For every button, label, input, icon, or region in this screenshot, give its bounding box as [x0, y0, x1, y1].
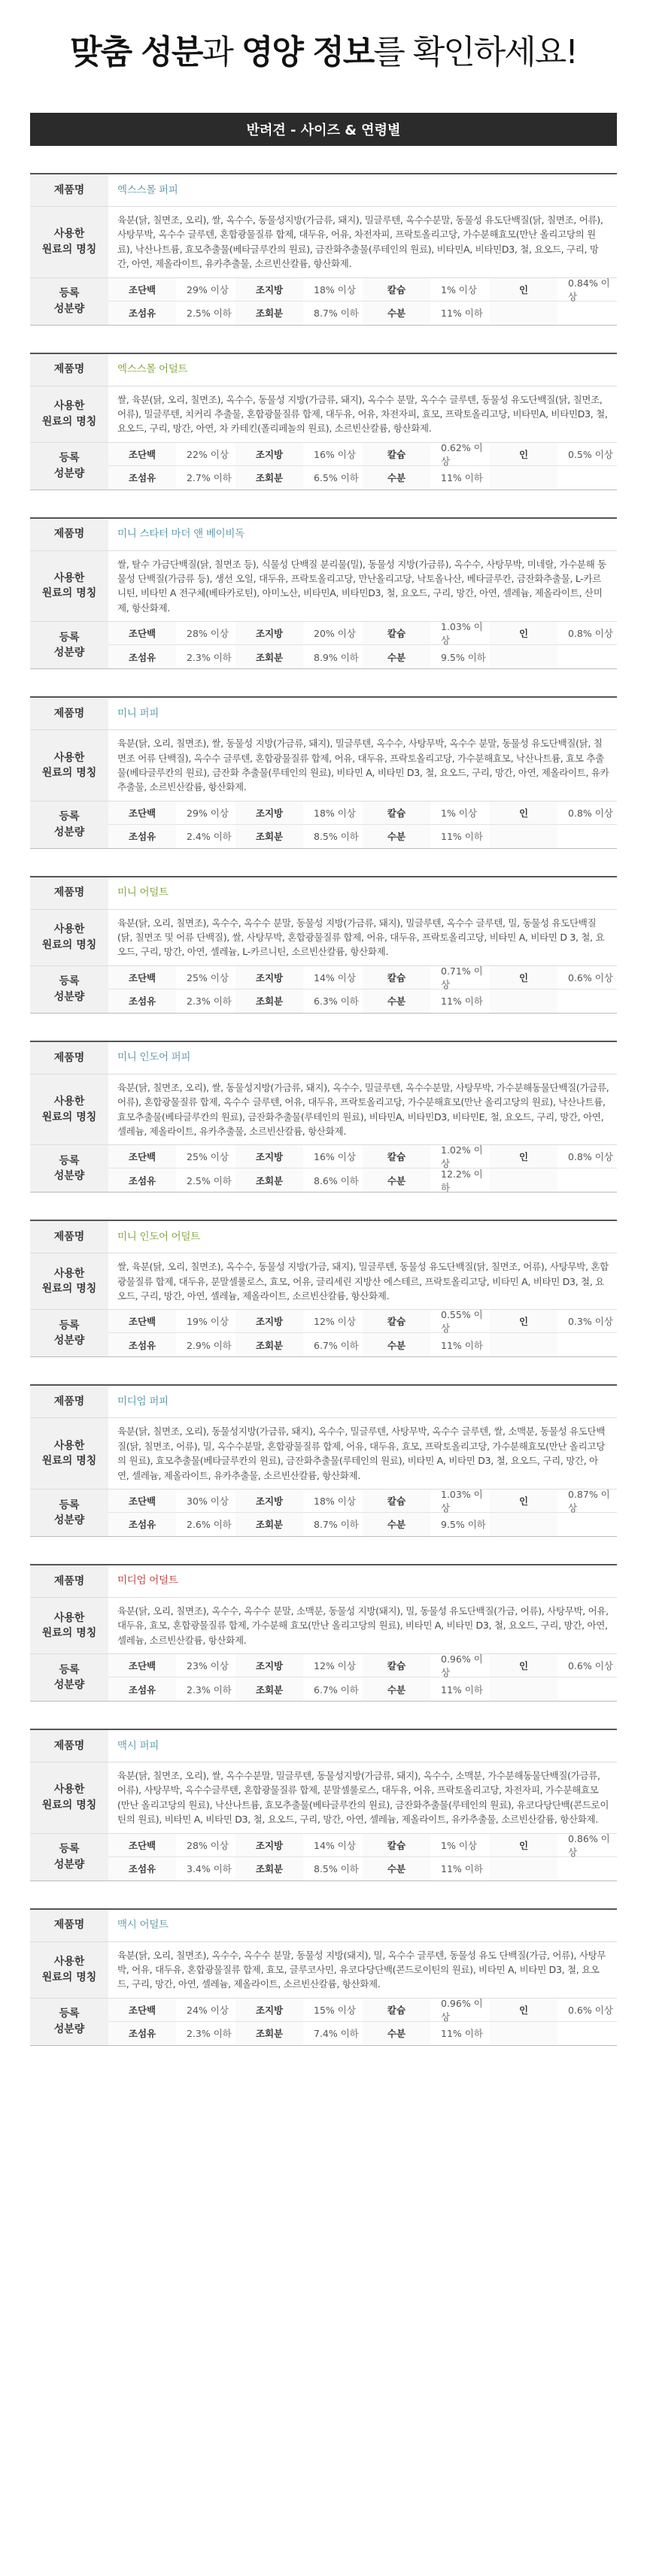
fat-header: 조지방 — [235, 1999, 303, 2022]
analysis-row — [30, 1834, 617, 1880]
product-name: 엑스스몰 퍼피 — [117, 183, 178, 196]
fat-header: 조지방 — [235, 1310, 303, 1333]
calcium-header: 칼슘 — [363, 1999, 430, 2022]
analysis-row — [30, 1999, 617, 2045]
protein-value: 23% 이상 — [176, 1654, 235, 1677]
calcium-header: 칼슘 — [363, 1310, 430, 1333]
product-table — [30, 876, 617, 1014]
phosphorus-header: 인 — [490, 1490, 557, 1513]
ash-value: 8.6% 이하 — [314, 1174, 359, 1186]
headline-part-1: 맞춤 성분 — [70, 33, 202, 71]
ingredients-row — [30, 1942, 617, 1999]
product-name: 엑스스몰 어덜트 — [117, 363, 188, 376]
ingredients-label: 사용한 원료의 명칭 — [30, 730, 108, 801]
name-label: 제품명 — [30, 519, 108, 550]
ingredients-text: 육분(닭, 오리, 칠면조), 쌀, 동물성 지방(가금류, 돼지), 밀글루텐, 옥수수, 사탕무박, 옥수수 분말, 동물성 유도단백질(닭, 칠면조 어류 단백질), 옥수수 글루텐, 혼합광물질류 합제, 어유, 대두유, 프락토올리고당, 가수분해효모, 낙산나트륨, 효모 추출물(베타글루칸의 원료), 금잔화 추출물(루테인의 원료), 비타민 A, 비타민 D3, 철, 요오드, 구리, 망간, 아연, 제올라이트, 유카 추출물, 소르빈산칼륨, 항산화제. — [117, 738, 609, 793]
empty-header — [490, 645, 557, 668]
ingredients-label: 사용한 원료의 명칭 — [30, 1598, 108, 1653]
product-name-row — [30, 1042, 617, 1074]
calcium-header: 칼슘 — [363, 443, 430, 466]
ingredients-label: 사용한 원료의 명칭 — [30, 386, 108, 442]
ingredients-text: 육분(닭, 칠면조, 오리), 동물성지방(가금류, 돼지), 옥수수, 밀글루텐, 사탕무박, 옥수수 글루텐, 쌀, 소맥분, 동물성 유도단백질(닭, 칠면조, 어류), 밀, 옥수수분말, 혼합광물질류 합제, 어유, 대두유, 효모, 프락토올리고당, 가수분해효모(만난 올리고당의 원료), 효모추출물(베타글루칸의 원료), 금잔화추출물(루테인의 원료), 비타민 A, 비타민 D3, 철, 요오드, 구리, 망간, 아연, 셀레늄, 제올라이트, 유카추출물, 소르빈산칼륨, 항산화제. — [117, 1426, 606, 1481]
analysis-row — [30, 1490, 617, 1536]
product-table — [30, 1564, 617, 1702]
ingredients-label: 사용한 원료의 명칭 — [30, 551, 108, 622]
product-name-row — [30, 877, 617, 910]
phosphorus-header: 인 — [490, 1145, 557, 1168]
empty-header — [490, 989, 557, 1013]
fiber-value: 2.3% 이하 — [187, 651, 232, 663]
ash-value: 6.3% 이하 — [314, 996, 359, 1008]
protein-header: 조단백 — [108, 622, 176, 645]
headline-part-3: 영양 정보 — [241, 33, 374, 71]
analysis-label: 등록 성분량 — [30, 966, 108, 1013]
ingredients-row — [30, 551, 617, 623]
phosphorus-value: 0.3% 이상 — [557, 1310, 617, 1333]
ash-header: 조회분 — [235, 1513, 303, 1536]
protein-value: 24% 이상 — [176, 1999, 235, 2022]
protein-header: 조단백 — [108, 1310, 176, 1333]
moisture-value: 11% 이하 — [441, 831, 483, 843]
empty-value — [557, 1857, 617, 1880]
analysis-label: 등록 성분량 — [30, 1310, 108, 1356]
phosphorus-header: 인 — [490, 1834, 557, 1857]
moisture-header: 수분 — [363, 825, 430, 848]
calcium-header: 칼슘 — [363, 278, 430, 302]
product-name: 미니 퍼피 — [117, 707, 159, 720]
analysis-table — [108, 1654, 617, 1701]
phosphorus-header: 인 — [490, 278, 557, 302]
calcium-value: 1.02% 이상 — [430, 1145, 490, 1168]
name-label: 제품명 — [30, 698, 108, 729]
product-name-row — [30, 1730, 617, 1762]
ingredients-text: 육분(닭, 오리, 칠면조), 옥수수, 옥수수 분말, 소맥분, 동물성 지방(돼지), 밀, 동물성 유도단백질(가금, 어류), 사탕무박, 어유, 대두유, 효모, 혼합광물질류 합제, 가수분해 효모(만난 올리고당의 원료), 비타민 A, 비타민 D3, 철, 요오드, 구리, 망간, 아연, 셀레늄, 소르빈산칼륨, 항산화제. — [117, 1605, 609, 1646]
ingredients-text: 육분(닭, 칠면조, 오리), 쌀, 동물성지방(가금류, 돼지), 옥수수, 밀글루텐, 옥수수분말, 사탕무박, 가수분해동물단백질(가금류, 어류), 혼합광물질류 합제, 옥수수 글루텐, 어유, 대두유, 프락토올리고당, 가수분해효모(만난 올리고당의 원료), 낙산나트륨, 효모추출물(베타글루칸의 원료), 금잔화추출물(루테인의 원료), 비타민A, 비타민D3, 비타민E, 철, 요오드, 구리, 망간, 아연, 셀레늄, 제올라이트, 유카추출물, 소르빈산칼륨, 항산화제. — [117, 1081, 609, 1137]
fiber-header: 조섬유 — [108, 302, 176, 325]
empty-value — [557, 825, 617, 848]
ash-value: 6.5% 이하 — [314, 472, 359, 484]
fiber-header: 조섬유 — [108, 825, 176, 848]
analysis-label: 등록 성분량 — [30, 1145, 108, 1192]
protein-header: 조단백 — [108, 966, 176, 989]
product-name-row — [30, 1386, 617, 1418]
protein-header: 조단백 — [108, 1999, 176, 2022]
fiber-value: 2.5% 이하 — [187, 1174, 232, 1186]
empty-value — [557, 989, 617, 1013]
fat-value: 14% 이상 — [303, 1834, 363, 1857]
ingredients-row — [30, 207, 617, 278]
name-label: 제품명 — [30, 1221, 108, 1253]
empty-header — [490, 2022, 557, 2045]
moisture-header: 수분 — [363, 302, 430, 325]
analysis-row — [30, 278, 617, 325]
protein-header: 조단백 — [108, 1490, 176, 1513]
ash-value: 6.7% 이하 — [314, 1683, 359, 1696]
name-label: 제품명 — [30, 1730, 108, 1762]
protein-value: 28% 이상 — [176, 622, 235, 645]
calcium-value: 1.03% 이상 — [430, 1490, 490, 1513]
protein-header: 조단백 — [108, 1834, 176, 1857]
ash-header: 조회분 — [235, 302, 303, 325]
phosphorus-value: 0.86% 이상 — [557, 1834, 617, 1857]
fat-value: 20% 이상 — [303, 622, 363, 645]
ingredients-row — [30, 386, 617, 443]
empty-header — [490, 1857, 557, 1880]
ash-value: 8.7% 이하 — [314, 308, 359, 319]
empty-header — [490, 1677, 557, 1701]
protein-value: 29% 이상 — [176, 278, 235, 302]
moisture-value: 9.5% 이하 — [441, 1519, 486, 1531]
calcium-header: 칼슘 — [363, 622, 430, 645]
calcium-value: 0.55% 이상 — [430, 1310, 490, 1333]
name-label: 제품명 — [30, 1910, 108, 1941]
calcium-header: 칼슘 — [363, 1145, 430, 1168]
ash-header: 조회분 — [235, 645, 303, 668]
empty-value — [557, 1333, 617, 1356]
analysis-table — [108, 1999, 617, 2045]
fiber-header: 조섬유 — [108, 1168, 176, 1192]
ingredients-row — [30, 1253, 617, 1310]
moisture-header: 수분 — [363, 1333, 430, 1356]
moisture-value: 11% 이하 — [441, 308, 483, 319]
ingredients-row — [30, 730, 617, 802]
section-band: 반려견 - 사이즈 & 연령별 — [30, 113, 617, 146]
analysis-row — [30, 802, 617, 848]
ingredients-label: 사용한 원료의 명칭 — [30, 1418, 108, 1489]
calcium-value: 1% 이상 — [430, 278, 490, 302]
ingredients-row — [30, 1418, 617, 1490]
fiber-value: 2.9% 이하 — [187, 1339, 232, 1351]
protein-header: 조단백 — [108, 278, 176, 302]
empty-header — [490, 466, 557, 489]
analysis-label: 등록 성분량 — [30, 443, 108, 489]
analysis-row — [30, 1310, 617, 1356]
protein-header: 조단백 — [108, 802, 176, 825]
phosphorus-header: 인 — [490, 622, 557, 645]
product-name: 맥시 어덜트 — [117, 1919, 169, 1932]
product-name-row — [30, 1910, 617, 1942]
analysis-label: 등록 성분량 — [30, 1834, 108, 1880]
calcium-header: 칼슘 — [363, 966, 430, 989]
product-name: 미니 어덜트 — [117, 886, 169, 899]
phosphorus-header: 인 — [490, 966, 557, 989]
ingredients-text: 육분(닭, 오리, 칠면조), 옥수수, 옥수수 분말, 동물성 지방(돼지), 밀, 옥수수 글루텐, 동물성 유도 단백질(가금, 어류), 사탕무박, 어유, 대두유, 혼합광물질류 합제, 효모, 글루코사민, 유코다당단백(콘드로이틴의 원료), 비타민 A, 비타민 D3, 철, 요오드, 구리, 망간, 아연, 셀레늄, 제올라이트, 소르빈산칼륨, 항산화제. — [117, 1949, 606, 1990]
analysis-table — [108, 278, 617, 325]
headline — [30, 0, 617, 90]
ash-value: 8.9% 이하 — [314, 651, 359, 663]
moisture-value: 12.2% 이하 — [441, 1168, 483, 1193]
fat-header: 조지방 — [235, 802, 303, 825]
fiber-header: 조섬유 — [108, 466, 176, 489]
empty-header — [490, 1333, 557, 1356]
moisture-header: 수분 — [363, 466, 430, 489]
protein-value: 29% 이상 — [176, 802, 235, 825]
ash-value: 8.7% 이하 — [314, 1519, 359, 1531]
product-name: 미니 인도어 어덜트 — [117, 1230, 200, 1243]
fiber-value: 2.7% 이하 — [187, 472, 232, 484]
moisture-header: 수분 — [363, 1513, 430, 1536]
calcium-value: 0.96% 이상 — [430, 1999, 490, 2022]
phosphorus-header: 인 — [490, 802, 557, 825]
product-name-row — [30, 354, 617, 386]
moisture-header: 수분 — [363, 1677, 430, 1701]
moisture-header: 수분 — [363, 1857, 430, 1880]
analysis-row — [30, 1654, 617, 1701]
ingredients-label: 사용한 원료의 명칭 — [30, 1762, 108, 1833]
product-name-row — [30, 519, 617, 551]
fat-header: 조지방 — [235, 622, 303, 645]
moisture-value: 11% 이하 — [441, 996, 483, 1008]
calcium-value: 1.03% 이상 — [430, 622, 490, 645]
ingredients-row — [30, 1074, 617, 1146]
empty-header — [490, 1513, 557, 1536]
product-table — [30, 517, 617, 670]
analysis-table — [108, 1145, 617, 1192]
empty-header — [490, 302, 557, 325]
empty-value — [557, 1513, 617, 1536]
calcium-header: 칼슘 — [363, 1490, 430, 1513]
fat-header: 조지방 — [235, 1834, 303, 1857]
fat-value: 12% 이상 — [303, 1310, 363, 1333]
empty-value — [557, 2022, 617, 2045]
ash-header: 조회분 — [235, 989, 303, 1013]
fiber-header: 조섬유 — [108, 1513, 176, 1536]
ash-header: 조회분 — [235, 1857, 303, 1880]
analysis-label: 등록 성분량 — [30, 1490, 108, 1536]
calcium-header: 칼슘 — [363, 1834, 430, 1857]
ingredients-text: 쌀, 육분(닭, 오리, 칠면조), 옥수수, 동물성 지방(가금류, 돼지), 옥수수 분말, 옥수수 글루텐, 동물성 유도단백질(닭, 칠면조, 어류), 밀글루텐, 치커리 추출물, 혼합광물질류 합제, 대두유, 어유, 차전자피, 효모, 프락토올리고당, 비타민A, 비타민D3, 철, 요오드, 구리, 망간, 아연, 차 카테킨(폴리페놀의 원료), 소르빈산칼륨, 항산화제. — [117, 393, 608, 435]
fat-header: 조지방 — [235, 1654, 303, 1677]
moisture-value: 11% 이하 — [441, 1683, 483, 1696]
fiber-value: 3.4% 이하 — [187, 1863, 232, 1874]
analysis-label: 등록 성분량 — [30, 622, 108, 668]
fiber-value: 2.6% 이하 — [187, 1519, 232, 1531]
ash-header: 조회분 — [235, 825, 303, 848]
product-table — [30, 353, 617, 490]
protein-value: 30% 이상 — [176, 1490, 235, 1513]
analysis-label: 등록 성분량 — [30, 1654, 108, 1701]
product-name-row — [30, 1565, 617, 1598]
analysis-row — [30, 622, 617, 668]
fat-header: 조지방 — [235, 1490, 303, 1513]
fiber-header: 조섬유 — [108, 2022, 176, 2045]
moisture-header: 수분 — [363, 989, 430, 1013]
name-label: 제품명 — [30, 354, 108, 386]
ash-header: 조회분 — [235, 466, 303, 489]
product-name: 미디엄 어덜트 — [117, 1574, 178, 1587]
calcium-header: 칼슘 — [363, 802, 430, 825]
fat-header: 조지방 — [235, 1145, 303, 1168]
protein-value: 28% 이상 — [176, 1834, 235, 1857]
ingredients-text: 육분(닭, 칠면조, 오리), 쌀, 옥수수, 동물성지방(가금류, 돼지), 밀글루텐, 옥수수분말, 동물성 유도단백질(닭, 칠면조, 어류), 사탕무박, 옥수수 글루텐, 혼합광물질류 합제, 대두유, 어유, 차전자피, 프락토올리고당, 가수분해효모(만난 올리고당의 원료), 낙산나트륨, 효모추출물(베타글루칸의 원료), 금잔화추출물(루테인의 원료), 비타민A, 비타민D3, 철, 요오드, 구리, 망간, 아연, 제올라이트, 유카추출물, 소르빈산칼륨, 항산화제. — [117, 214, 603, 270]
moisture-header: 수분 — [363, 1168, 430, 1192]
product-list — [30, 173, 617, 2046]
product-name: 미니 스타터 마더 앤 베이비독 — [117, 528, 245, 541]
ash-value: 8.5% 이하 — [314, 1863, 359, 1874]
protein-header: 조단백 — [108, 443, 176, 466]
analysis-table — [108, 1490, 617, 1536]
empty-header — [490, 1168, 557, 1192]
moisture-value: 9.5% 이하 — [441, 651, 486, 663]
fiber-value: 2.4% 이하 — [187, 831, 232, 843]
phosphorus-header: 인 — [490, 1999, 557, 2022]
fat-value: 18% 이상 — [303, 1490, 363, 1513]
phosphorus-value: 0.8% 이상 — [557, 802, 617, 825]
product-name: 맥시 퍼피 — [117, 1739, 159, 1752]
empty-value — [557, 1168, 617, 1192]
name-label: 제품명 — [30, 1042, 108, 1074]
ingredients-label: 사용한 원료의 명칭 — [30, 910, 108, 965]
analysis-table — [108, 966, 617, 1013]
product-table — [30, 1041, 617, 1193]
empty-value — [557, 1677, 617, 1701]
product-table — [30, 1384, 617, 1537]
fiber-header: 조섬유 — [108, 989, 176, 1013]
name-label: 제품명 — [30, 174, 108, 206]
ash-header: 조회분 — [235, 1168, 303, 1192]
protein-value: 25% 이상 — [176, 966, 235, 989]
protein-header: 조단백 — [108, 1145, 176, 1168]
calcium-value: 1% 이상 — [430, 802, 490, 825]
protein-header: 조단백 — [108, 1654, 176, 1677]
ingredients-text: 육분(닭, 오리, 칠면조), 옥수수, 옥수수 분말, 동물성 지방(가금류, 돼지), 밀글루텐, 옥수수 글루텐, 밀, 동물성 유도단백질(닭, 칠면조 및 어류 단백질), 쌀, 사탕무박, 혼합광물질류 합제, 어유, 대두유, 프락토올리고당, 비타민 A, 비타민 D 3, 철, 요오드, 구리, 망간, 아연, 셀레늄, L-카르니틴, 소르빈산칼륨, 항산화제. — [117, 917, 605, 958]
fiber-header: 조섬유 — [108, 645, 176, 668]
analysis-label: 등록 성분량 — [30, 278, 108, 325]
phosphorus-value: 0.87% 이상 — [557, 1490, 617, 1513]
fat-header: 조지방 — [235, 443, 303, 466]
product-name-row — [30, 1221, 617, 1253]
analysis-table — [108, 443, 617, 489]
ingredients-label: 사용한 원료의 명칭 — [30, 1074, 108, 1145]
calcium-value: 0.71% 이상 — [430, 966, 490, 989]
protein-value: 25% 이상 — [176, 1145, 235, 1168]
ingredients-row — [30, 1598, 617, 1654]
ingredients-text: 육분(닭, 칠면조, 오리), 쌀, 옥수수분말, 밀글루텐, 동물성지방(가금류, 돼지), 옥수수, 소맥분, 가수분해동물단백질(가금류, 어류), 사탕무박, 옥수수글루텐, 혼합광물질류 합제, 분말셀룰로스, 대두유, 어유, 프락토올리고당, 차전자피, 가수분해효모(만난 올리고당의 원료), 낙산나트륨, 효모추출물(베타글루칸의 원료), 금잔화추출물(루테인의 원료), 유코다당단백(콘드로이틴의 원료), 비타민 A, 비타민 D3, 철, 요오드, 구리, 망간, 아연, 셀레늄, 제올라이트, 유카추출물, 소르빈산칼륨, 항산화제. — [117, 1770, 609, 1826]
analysis-table — [108, 802, 617, 848]
ingredients-row — [30, 1762, 617, 1834]
name-label: 제품명 — [30, 1386, 108, 1417]
moisture-value: 11% 이하 — [441, 472, 483, 484]
product-name: 미니 인도어 퍼피 — [117, 1051, 191, 1064]
product-table — [30, 1220, 617, 1357]
protein-value: 22% 이상 — [176, 443, 235, 466]
moisture-value: 11% 이하 — [441, 1339, 483, 1351]
ash-value: 8.5% 이하 — [314, 831, 359, 843]
calcium-value: 0.96% 이상 — [430, 1654, 490, 1677]
empty-value — [557, 645, 617, 668]
fat-value: 16% 이상 — [303, 443, 363, 466]
product-table — [30, 1908, 617, 2046]
product-name-row — [30, 174, 617, 207]
phosphorus-header: 인 — [490, 1654, 557, 1677]
phosphorus-value: 0.6% 이상 — [557, 966, 617, 989]
phosphorus-value: 0.8% 이상 — [557, 1145, 617, 1168]
fiber-value: 2.3% 이하 — [187, 1683, 232, 1696]
ash-header: 조회분 — [235, 1333, 303, 1356]
product-table — [30, 1729, 617, 1881]
ash-value: 7.4% 이하 — [314, 2028, 359, 2040]
ingredients-label: 사용한 원료의 명칭 — [30, 1942, 108, 1998]
fiber-value: 2.5% 이하 — [187, 308, 232, 319]
headline-part-2: 과 — [202, 33, 241, 71]
ingredients-text: 쌀, 탈수 가금단백질(닭, 칠면조 등), 식물성 단백질 분리물(밀), 동물성 지방(가금류), 옥수수, 사탕무박, 미네랄, 가수분해 동물성 단백질(가금류 등), 생선 오일, 대두유, 프락토올리고당, 만난올리고당, 낙토올나산, 베타글루칸, 금잔화추출물, L-카르니틴, 비타민 A 전구체(베타카로틴), 아미노산, 비타민A, 비타민D3, 철, 요오드, 구리, 망간, 아연, 셀레늄, 제올라이트, 산미제, 항산화제. — [117, 558, 606, 614]
calcium-value: 0.62% 이상 — [430, 443, 490, 466]
analysis-row — [30, 443, 617, 489]
ingredients-label: 사용한 원료의 명칭 — [30, 207, 108, 277]
ash-header: 조회분 — [235, 1677, 303, 1701]
ingredients-label: 사용한 원료의 명칭 — [30, 1253, 108, 1309]
headline-part-4: 를 확인하세요! — [373, 33, 577, 71]
phosphorus-value: 0.6% 이상 — [557, 1654, 617, 1677]
product-name: 미디엄 퍼피 — [117, 1395, 169, 1408]
fat-value: 18% 이상 — [303, 802, 363, 825]
phosphorus-value: 0.84% 이상 — [557, 278, 617, 302]
name-label: 제품명 — [30, 1565, 108, 1597]
phosphorus-header: 인 — [490, 1310, 557, 1333]
fat-value: 12% 이상 — [303, 1654, 363, 1677]
fat-value: 14% 이상 — [303, 966, 363, 989]
fiber-value: 2.3% 이하 — [187, 2028, 232, 2040]
fiber-header: 조섬유 — [108, 1677, 176, 1701]
fat-value: 18% 이상 — [303, 278, 363, 302]
protein-value: 19% 이상 — [176, 1310, 235, 1333]
calcium-value: 1% 이상 — [430, 1834, 490, 1857]
fat-header: 조지방 — [235, 966, 303, 989]
analysis-table — [108, 1310, 617, 1356]
phosphorus-value: 0.5% 이상 — [557, 443, 617, 466]
product-table — [30, 696, 617, 849]
ash-header: 조회분 — [235, 2022, 303, 2045]
analysis-label: 등록 성분량 — [30, 802, 108, 848]
empty-header — [490, 825, 557, 848]
fiber-value: 2.3% 이하 — [187, 996, 232, 1008]
calcium-header: 칼슘 — [363, 1654, 430, 1677]
moisture-value: 11% 이하 — [441, 1863, 483, 1874]
ingredients-row — [30, 910, 617, 966]
moisture-header: 수분 — [363, 645, 430, 668]
fat-header: 조지방 — [235, 278, 303, 302]
product-name-row — [30, 698, 617, 730]
moisture-header: 수분 — [363, 2022, 430, 2045]
analysis-row — [30, 1145, 617, 1192]
empty-value — [557, 466, 617, 489]
phosphorus-value: 0.6% 이상 — [557, 1999, 617, 2022]
phosphorus-value: 0.8% 이상 — [557, 622, 617, 645]
name-label: 제품명 — [30, 877, 108, 909]
moisture-value: 11% 이하 — [441, 2028, 483, 2040]
analysis-row — [30, 966, 617, 1013]
fiber-header: 조섬유 — [108, 1333, 176, 1356]
headline-title — [70, 25, 577, 73]
analysis-table — [108, 1834, 617, 1880]
fiber-header: 조섬유 — [108, 1857, 176, 1880]
empty-value — [557, 302, 617, 325]
fat-value: 16% 이상 — [303, 1145, 363, 1168]
fat-value: 15% 이상 — [303, 1999, 363, 2022]
ash-value: 6.7% 이하 — [314, 1339, 359, 1351]
phosphorus-header: 인 — [490, 443, 557, 466]
ingredients-text: 쌀, 육분(닭, 오리, 칠면조), 옥수수, 동물성 지방(가금, 돼지), 밀글루텐, 동물성 유도단백질(닭, 칠면조, 어류), 사탕무박, 혼합광물질류 합제, 대두유, 분말셀룰로스, 효모, 어유, 글리세린 지방산 에스테르, 프락토올리고당, 비타민 A, 비타민 D3, 철, 요오드, 구리, 망간, 아연, 셀레늄, 제올라이트, 소르빈산칼륨, 항산화제. — [117, 1261, 609, 1302]
analysis-label: 등록 성분량 — [30, 1999, 108, 2045]
product-table — [30, 173, 617, 326]
analysis-table — [108, 622, 617, 668]
